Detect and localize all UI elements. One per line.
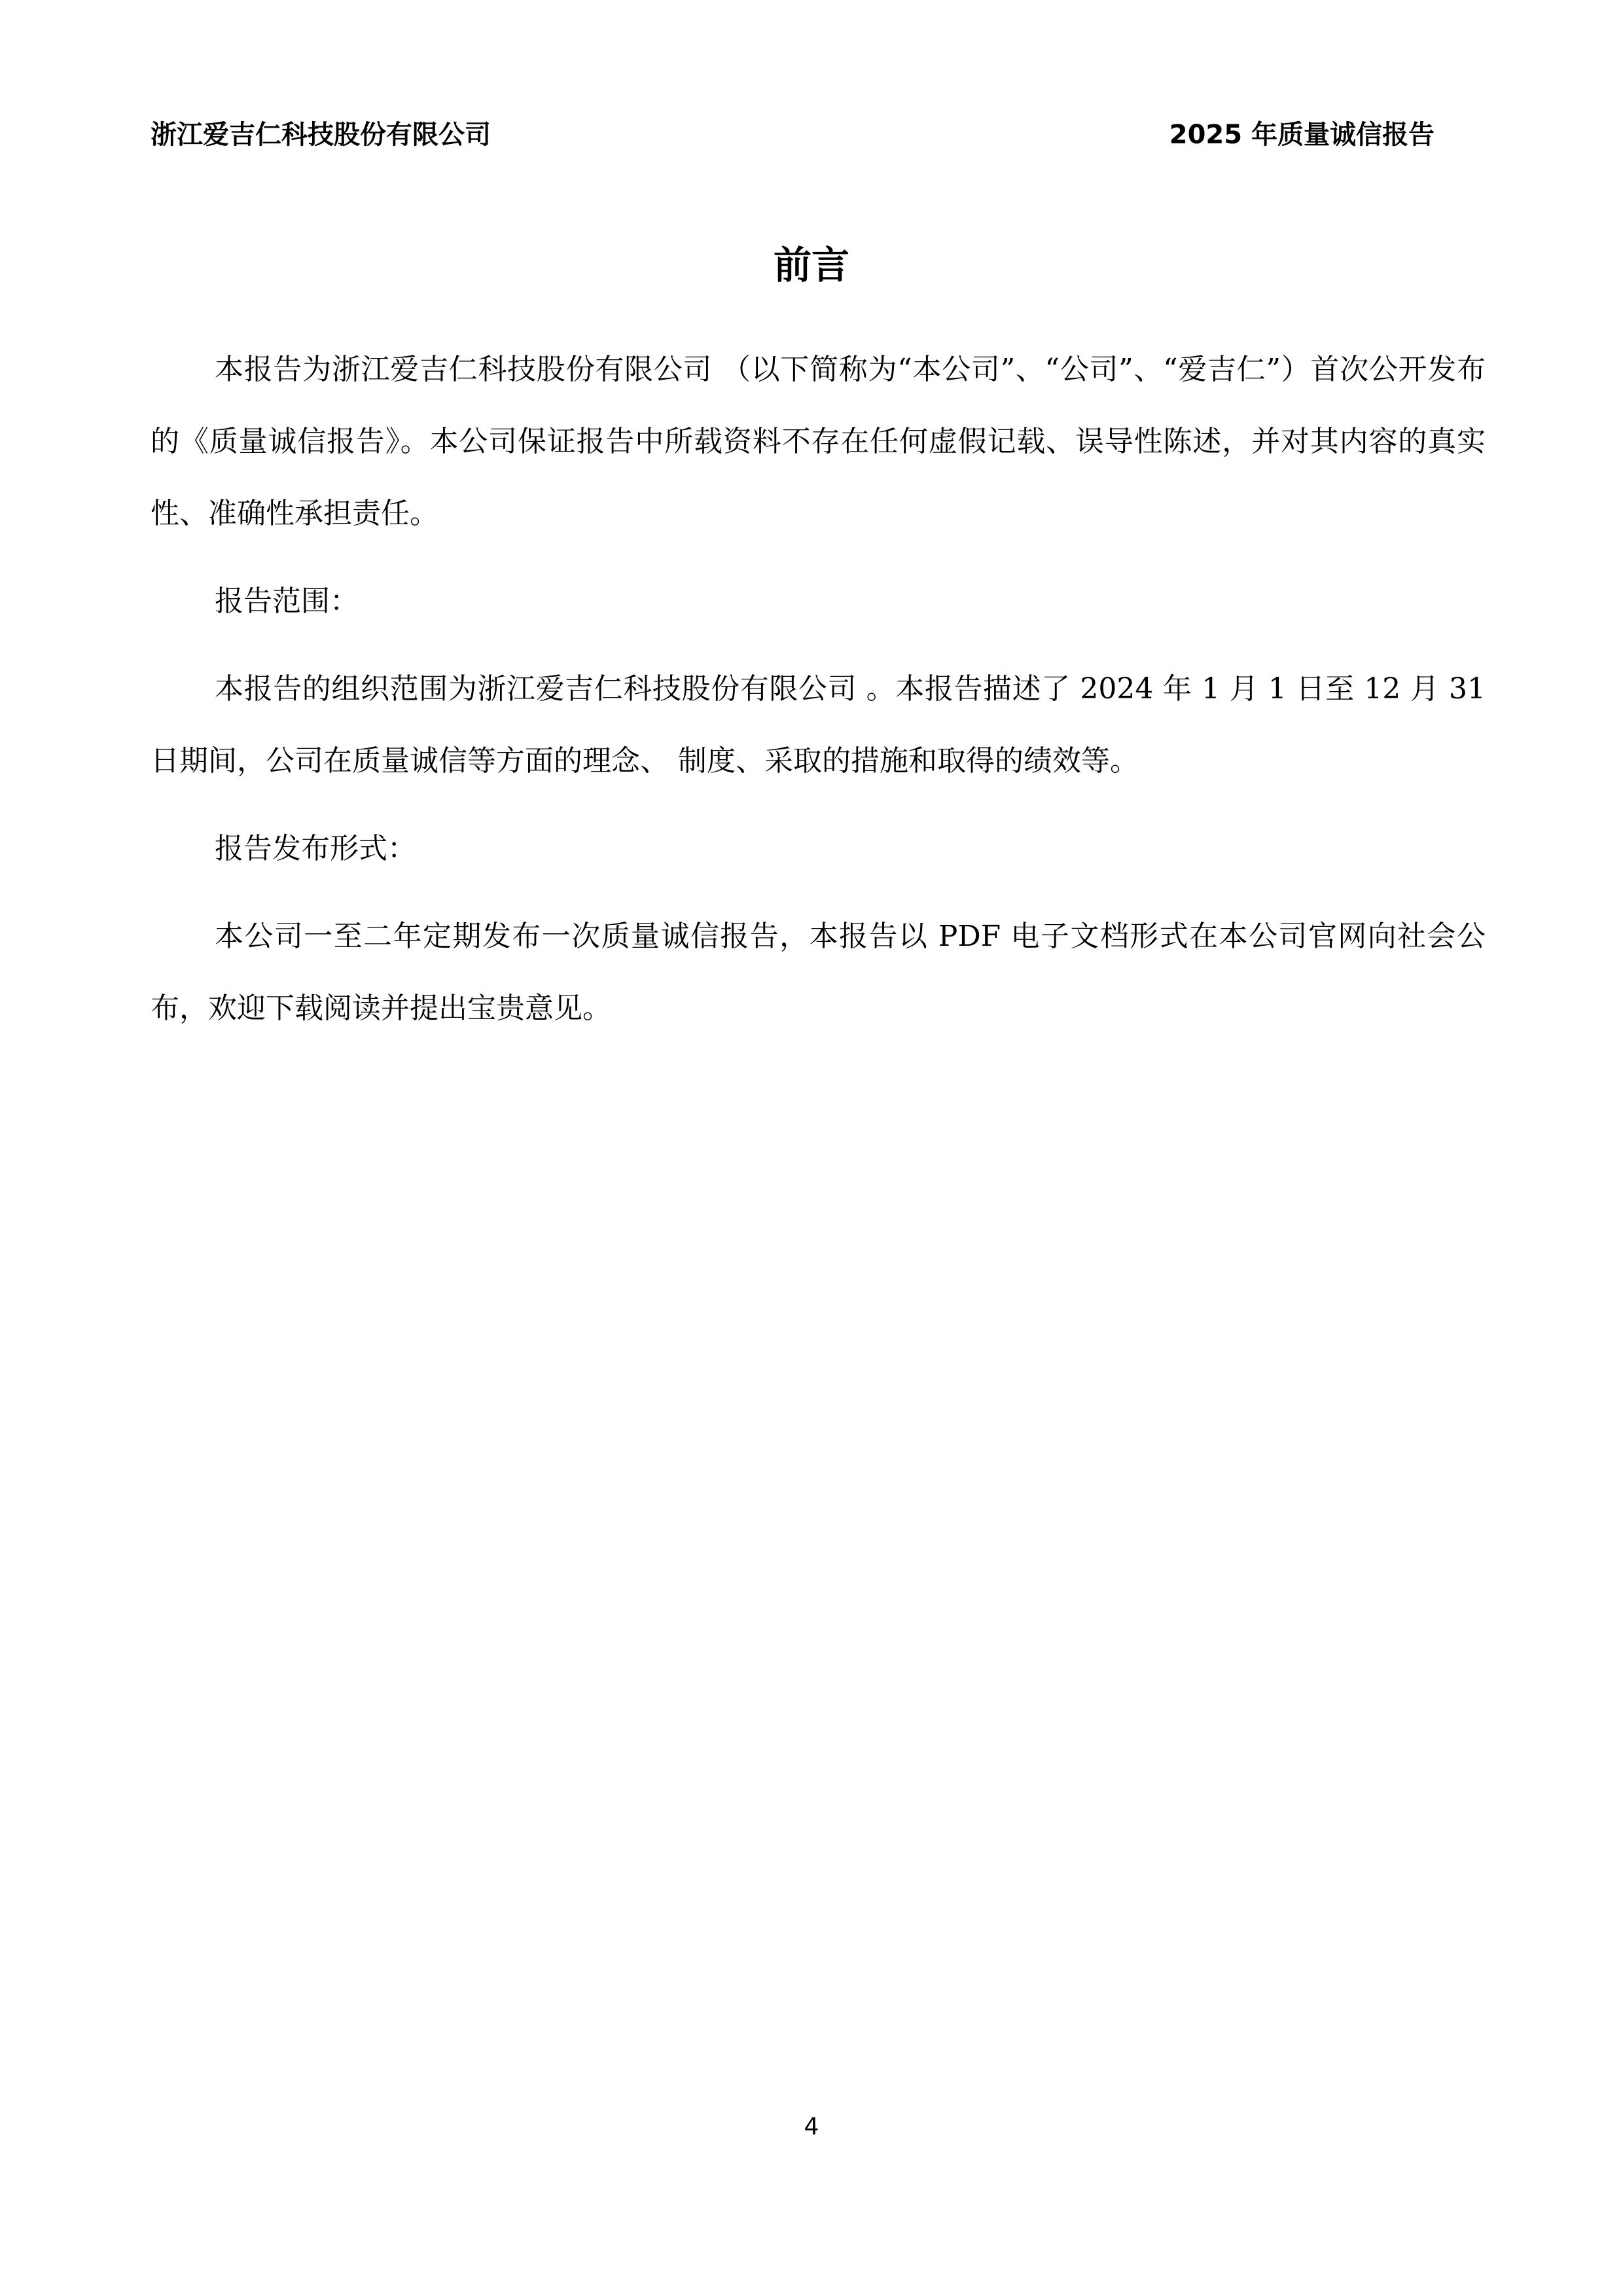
paragraph-intro: 本报告为浙江爱吉仁科技股份有限公司 （以下简称为“本公司”、“公司”、“爱吉仁”）首次公开发布的《质量诚信报告》。本公司保证报告中所载资料不存在任何虚假记载、误导性陈述，并对其内容的真实性、准确性承担责任。: [151, 353, 1486, 530]
paragraph-publication: 本公司一至二年定期发布一次质量诚信报告，本报告以 PDF 电子文档形式在本公司官网向社会公布，欢迎下载阅读并提出宝贵意见。: [151, 920, 1486, 1025]
page-number: 4: [804, 2113, 819, 2140]
paragraph-publication-heading: 报告发布形式：: [215, 832, 416, 865]
body-text: [151, 334, 1486, 1060]
paragraph-scope: 本报告的组织范围为浙江爱吉仁科技股份有限公司 。本报告描述了 2024 年 1 月 1 日至 12 月 31 日期间，公司在质量诚信等方面的理念、 制度、采取的措施和取得的绩效等。: [151, 672, 1486, 778]
header-report-title: 2025 年质量诚信报告: [1169, 120, 1435, 150]
header-company-name: 浙江爱吉仁科技股份有限公司: [151, 120, 491, 150]
section-title: 前言: [773, 243, 849, 287]
paragraph-scope-heading: 报告范围：: [215, 584, 359, 618]
